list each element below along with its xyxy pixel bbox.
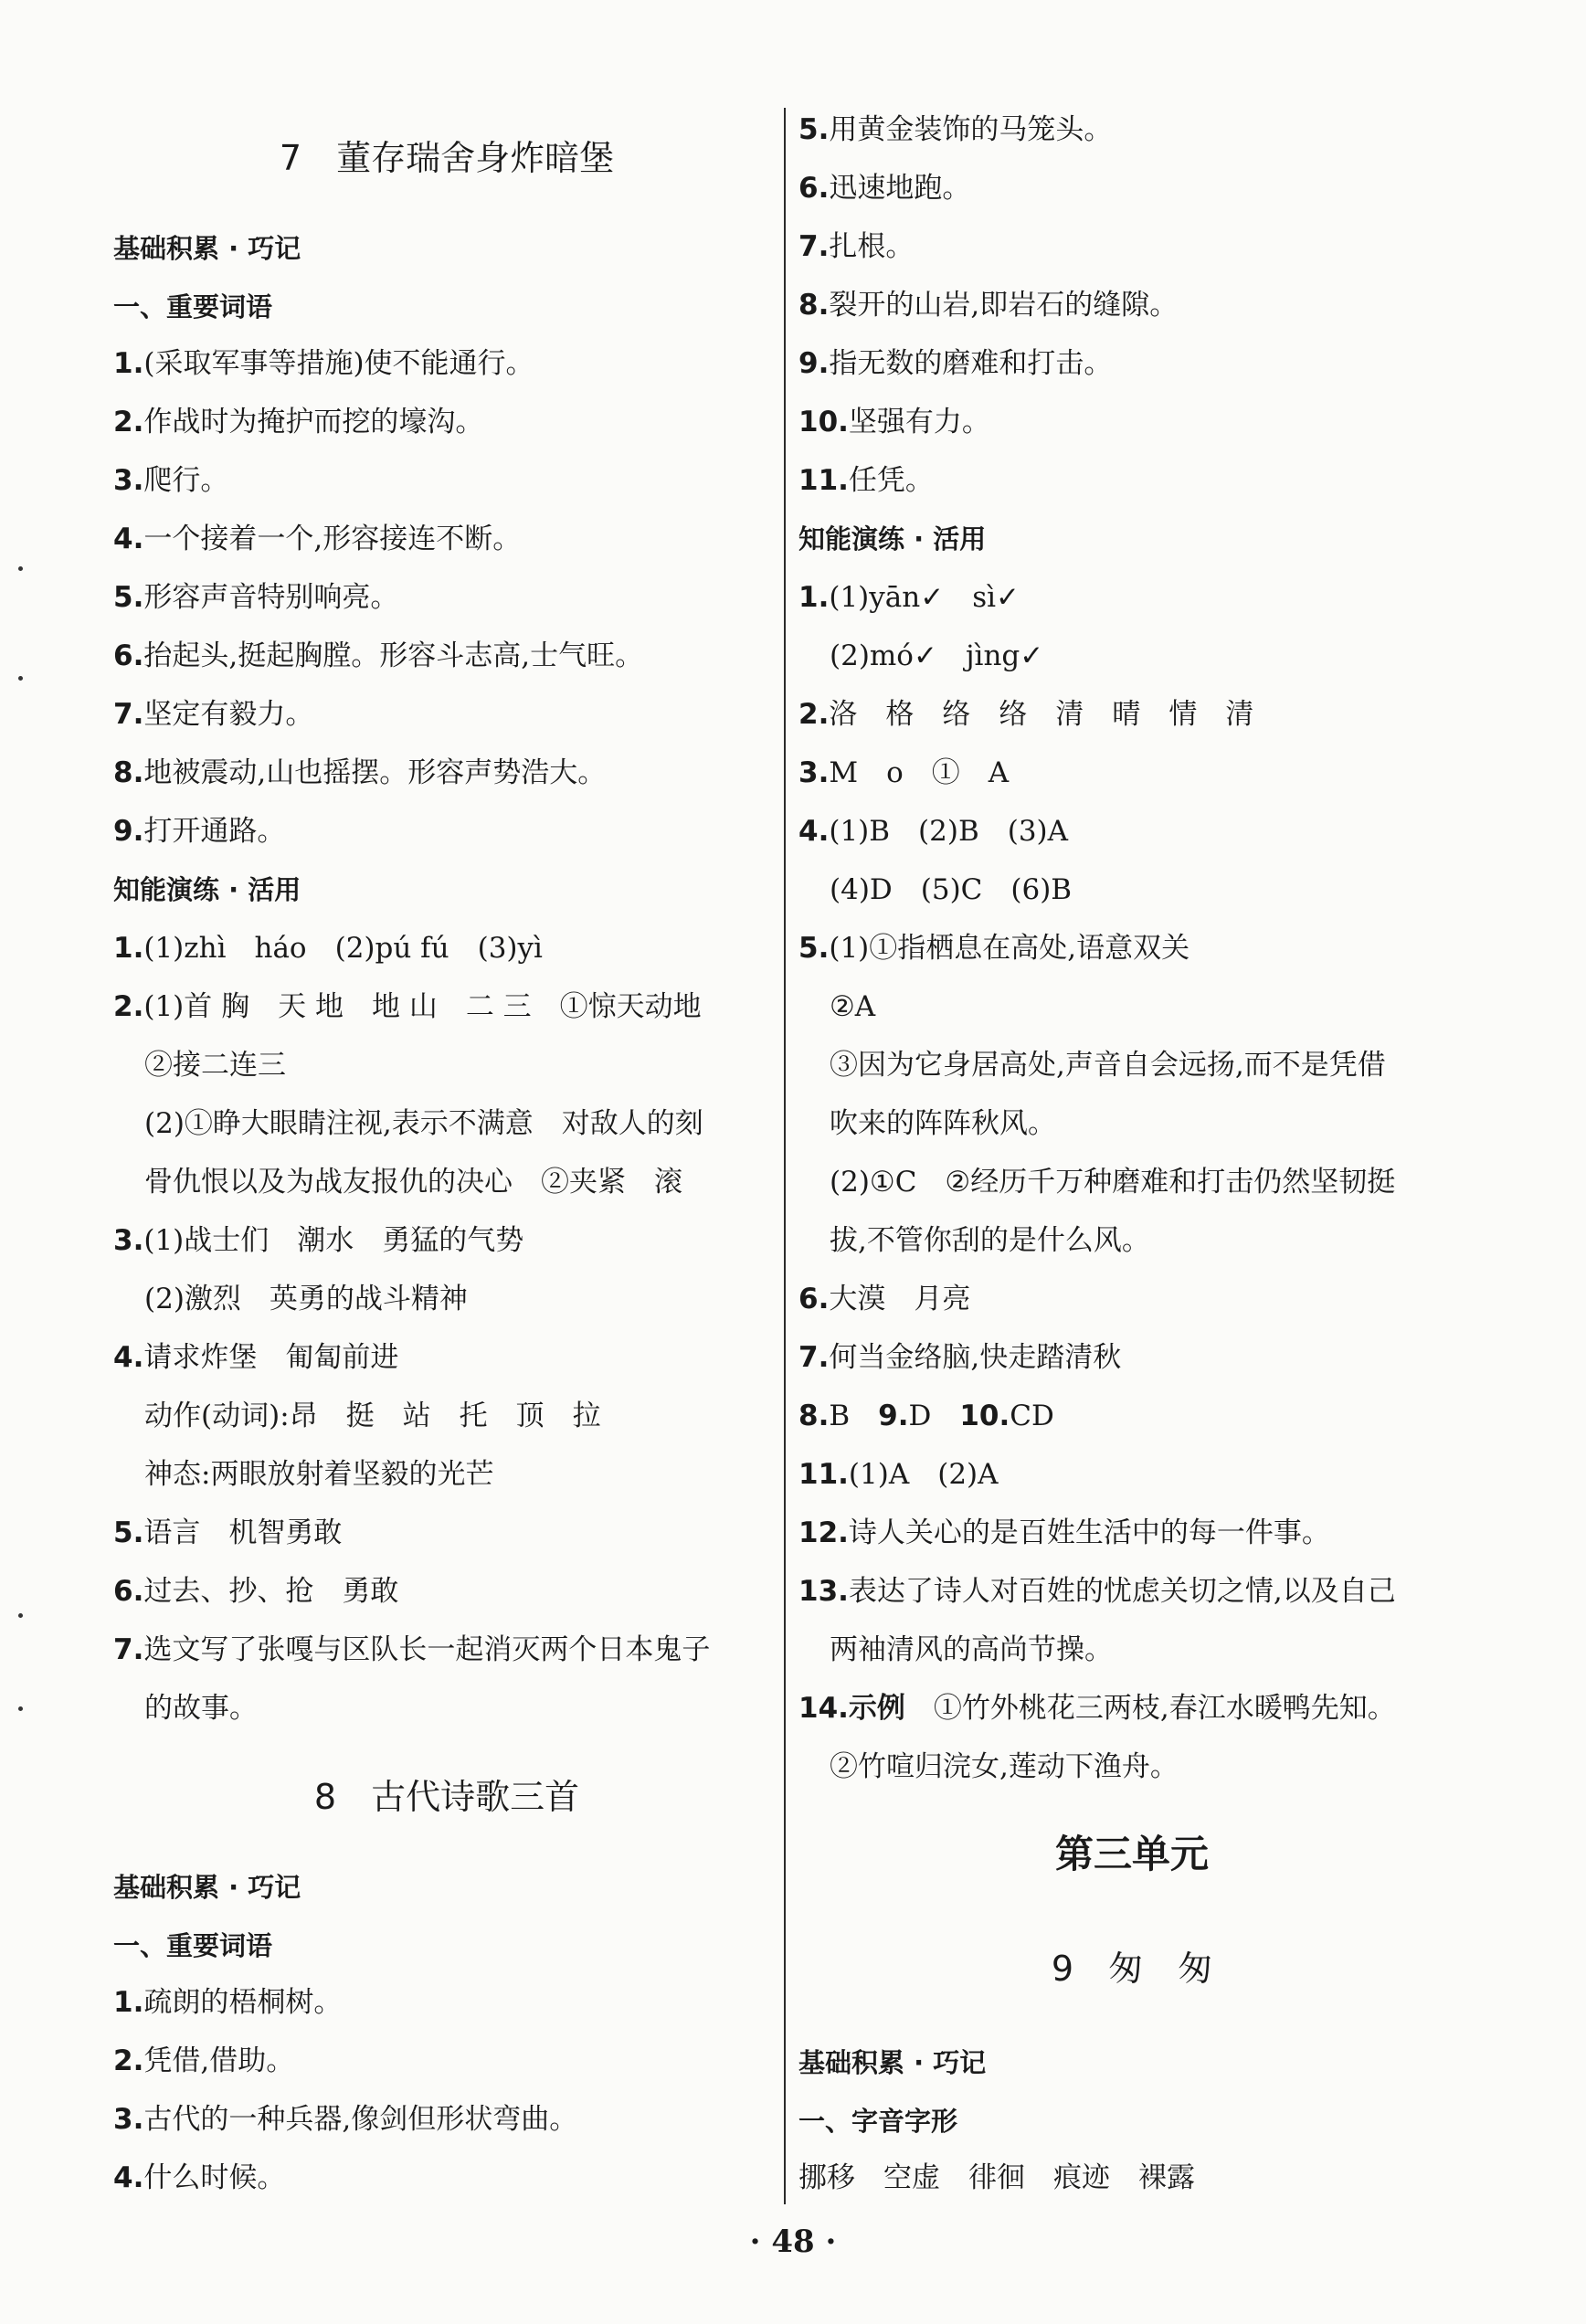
list-item: 8.B 9.D 10.CD <box>798 1400 1054 1432</box>
list-item: 6.大漠 月亮 <box>798 1283 971 1315</box>
list-item: 4.请求炸堡 匍匐前进 <box>113 1341 399 1374</box>
list-item: 4.一个接着一个,形容接连不断。 <box>113 523 522 555</box>
unit-title: 第三单元 <box>1054 1832 1209 1876</box>
list-item-cont: 两袖清风的高尚节操。 <box>830 1633 1113 1666</box>
list-item-cont: 的故事。 <box>144 1692 258 1725</box>
list-item: 4.什么时候。 <box>113 2161 286 2194</box>
section-8-heading-practice: 知能演练 · 活用 <box>798 523 987 555</box>
margin-dot <box>18 566 23 571</box>
list-item: 7.坚定有毅力。 <box>113 698 314 731</box>
list-item-cont: (2)①睁大眼睛注视,表示不满意 对敌人的刻 <box>144 1107 703 1140</box>
list-item: 3.(1)战士们 潮水 勇猛的气势 <box>113 1224 524 1257</box>
list-item: 7.扎根。 <box>798 230 915 263</box>
list-item: 11.(1)A (2)A <box>798 1458 999 1491</box>
section-7-heading-basic: 基础积累 · 巧记 <box>113 233 301 264</box>
section-8-title: 8 古代诗歌三首 <box>313 1777 580 1817</box>
list-item-cont: (4)D (5)C (6)B <box>830 873 1073 906</box>
list-item-cont: ②竹喧归浣女,莲动下渔舟。 <box>830 1750 1179 1783</box>
list-item: 8.地被震动,山也摇摆。形容声势浩大。 <box>113 756 607 789</box>
section-7-heading-practice: 知能演练 · 活用 <box>113 874 301 905</box>
list-item: 9.指无数的磨难和打击。 <box>798 347 1113 380</box>
list-item-cont: (2)mó✓ jìng✓ <box>830 639 1044 672</box>
section-8-heading-words: 一、重要词语 <box>113 1930 273 1961</box>
list-item: 2.作战时为掩护而挖的壕沟。 <box>113 406 484 438</box>
list-item-cont: 骨仇恨以及为战友报仇的决心 ②夹紧 滚 <box>144 1166 682 1199</box>
list-item: 13.表达了诗人对百姓的忧虑关切之情,以及自己 <box>798 1575 1396 1608</box>
list-item: 2.洛 格 络 络 清 晴 情 清 <box>798 698 1254 731</box>
list-item: 6.迅速地跑。 <box>798 172 971 205</box>
list-item-cont: ②接二连三 <box>144 1049 286 1082</box>
list-item-cont: ②A <box>830 990 876 1023</box>
column-divider <box>784 108 786 2204</box>
list-item: 3.M o ① A <box>798 756 1010 789</box>
list-item: 7.选文写了张嘎与区队长一起消灭两个日本鬼子 <box>113 1633 711 1666</box>
list-item: 6.过去、抄、抢 勇敢 <box>113 1575 399 1608</box>
section-9-title: 9 匆 匆 <box>1051 1949 1213 1989</box>
list-item: 2.凭借,借助。 <box>113 2044 295 2077</box>
list-item: 3.爬行。 <box>113 464 229 497</box>
list-item: 8.裂开的山岩,即岩石的缝隙。 <box>798 289 1179 322</box>
section-7-title: 7 董存瑞舍身炸暗堡 <box>279 138 615 178</box>
list-item: 5.(1)①指栖息在高处,语意双关 <box>798 932 1190 965</box>
list-item: 4.(1)B (2)B (3)A <box>798 815 1069 848</box>
list-item-cont: ③因为它身居高处,声音自会远扬,而不是凭借 <box>830 1049 1386 1082</box>
list-item: 7.何当金络脑,快走踏清秋 <box>798 1341 1122 1374</box>
list-item: 9.打开通路。 <box>113 815 286 848</box>
list-item: 挪移 空虚 徘徊 痕迹 裸露 <box>798 2161 1195 2194</box>
list-item: 6.抬起头,挺起胸膛。形容斗志高,士气旺。 <box>113 639 644 672</box>
section-9-heading-basic: 基础积累 · 巧记 <box>798 2047 987 2078</box>
list-item: 5.语言 机智勇敢 <box>113 1516 343 1549</box>
list-item: 14.示例 ①竹外桃花三两枝,春江水暖鸭先知。 <box>798 1692 1396 1725</box>
list-item-cont: 吹来的阵阵秋风。 <box>830 1107 1056 1140</box>
list-item: 1.(1)zhì háo (2)pú fú (3)yì <box>113 932 543 965</box>
margin-dot <box>18 676 23 681</box>
section-8-heading-basic: 基础积累 · 巧记 <box>113 1872 301 1903</box>
list-item: 5.用黄金装饰的马笼头。 <box>798 113 1113 146</box>
section-7-heading-words: 一、重要词语 <box>113 291 273 322</box>
list-item: 1.疏朗的梧桐树。 <box>113 1986 343 2019</box>
list-item: 1.(1)yān✓ sì✓ <box>798 581 1020 614</box>
list-item-cont: 拔,不管你刮的是什么风。 <box>830 1224 1150 1257</box>
list-item-cont: (2)激烈 英勇的战斗精神 <box>144 1283 468 1315</box>
section-9-heading-chars: 一、字音字形 <box>798 2106 958 2137</box>
list-item-cont: 神态:两眼放射着坚毅的光芒 <box>144 1458 494 1491</box>
list-item-cont: (2)①C ②经历千万种磨难和打击仍然坚韧挺 <box>830 1166 1396 1199</box>
list-item: 5.形容声音特别响亮。 <box>113 581 399 614</box>
list-item: 2.(1)首 胸 天 地 地 山 二 三 ①惊天动地 <box>113 990 702 1023</box>
list-item-cont: 动作(动词):昂 挺 站 托 顶 拉 <box>144 1400 601 1432</box>
list-item: 1.(采取军事等措施)使不能通行。 <box>113 347 534 380</box>
list-item: 3.古代的一种兵器,像剑但形状弯曲。 <box>113 2103 578 2136</box>
list-item: 10.坚强有力。 <box>798 406 990 438</box>
list-item: 12.诗人关心的是百姓生活中的每一件事。 <box>798 1516 1330 1549</box>
page-number: · 48 · <box>749 2224 837 2260</box>
margin-dot <box>18 1613 23 1618</box>
margin-dot <box>18 1706 23 1711</box>
list-item: 11.任凭。 <box>798 464 934 497</box>
